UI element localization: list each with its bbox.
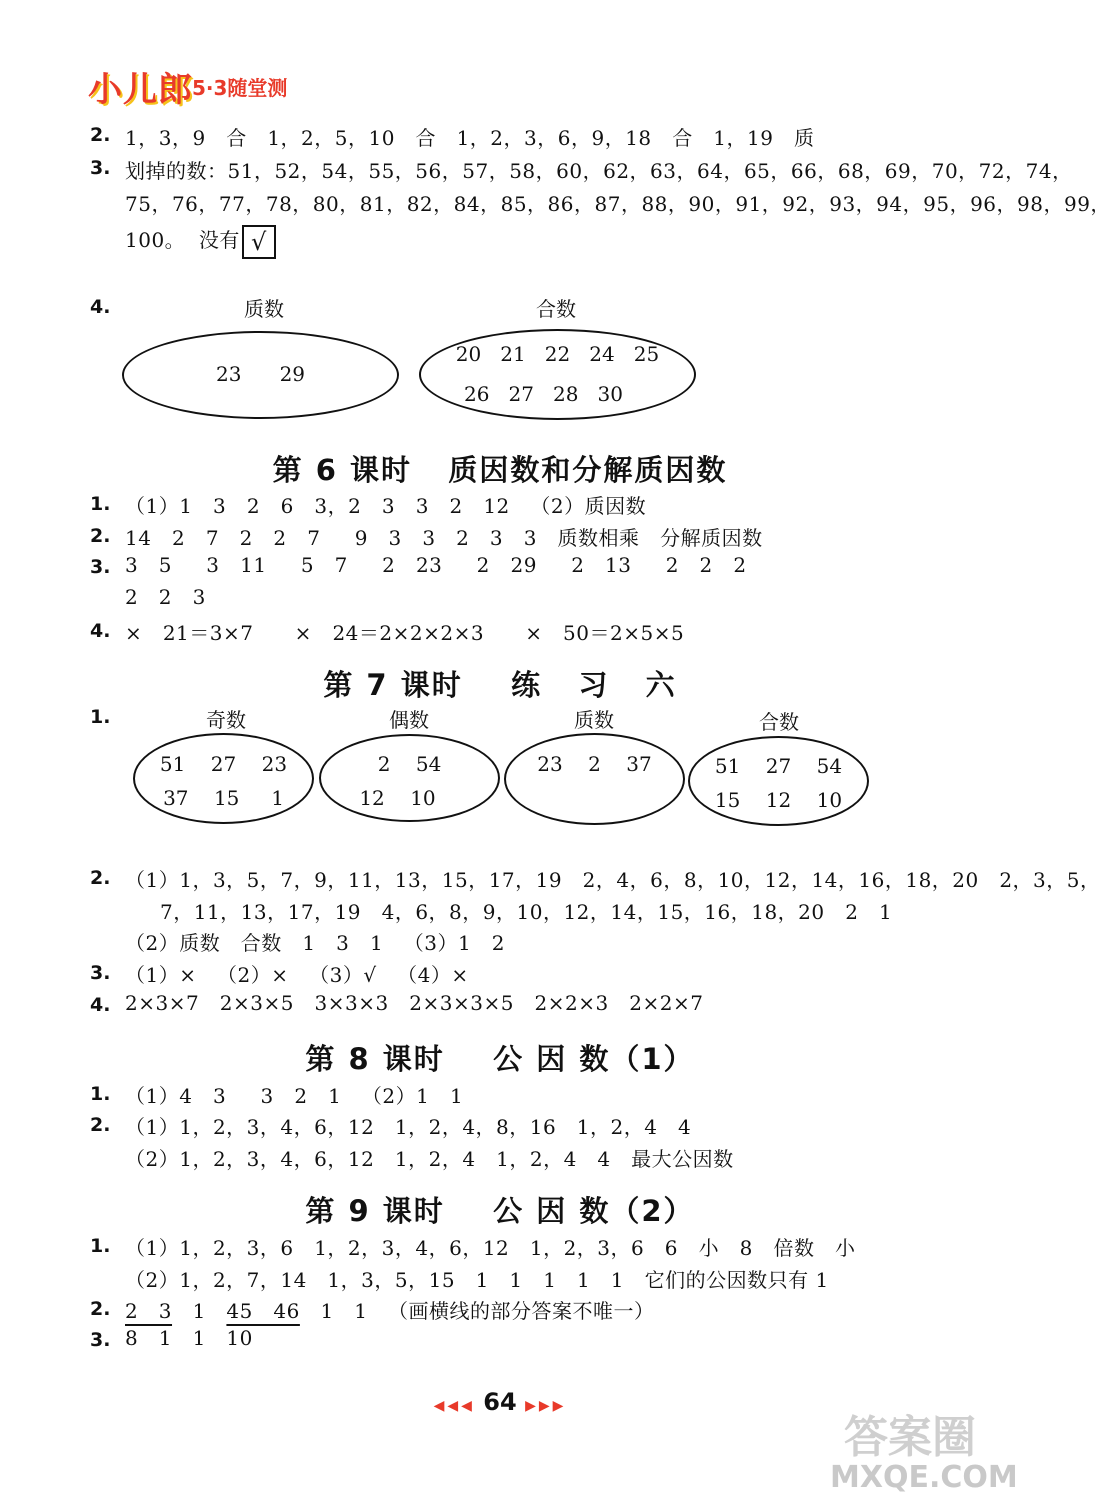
set-values: 23 2 37 [537, 752, 652, 776]
set-ellipse-odd [133, 733, 314, 824]
section-title: 第 8 课时 公 因 数（1） [305, 1042, 695, 1076]
question-number: 2. [90, 525, 111, 547]
answer-line: 75，76，77，78，80，81，82，84，85，86，87，88，90，91，92，93，94，95，96，98，99， [125, 192, 1111, 216]
page-number: 64 [483, 1388, 517, 1416]
brand-logo: 小儿郎 [88, 70, 193, 110]
answer-line: 7，11，13，17，19 4，6，8，9，10，12，14，15，16，18，20 2 1 [160, 900, 893, 924]
section-title: 第 9 课时 公 因 数（2） [305, 1194, 695, 1228]
answer-line: （2）质数 合数 1 3 1 （3）1 2 [125, 931, 506, 955]
set-values: 2 54 [377, 752, 442, 776]
set-values: 12 10 [359, 786, 436, 810]
answer-line: 3 5 3 11 5 7 2 23 2 29 2 13 2 2 2 [125, 553, 747, 577]
series-title: 5·3随堂测 [192, 76, 288, 100]
answer-line: 2 2 3 [125, 585, 206, 609]
answer-line: （1）× （2）× （3）√ （4）× [125, 963, 469, 987]
right-arrows-icon: ▶▶▶ [525, 1398, 567, 1414]
checkmark-box: √ [242, 225, 276, 259]
set-values: 20 21 22 24 25 [455, 342, 660, 366]
set-values: 23 29 [215, 362, 306, 386]
section-title: 第 6 课时 质因数和分解质因数 [272, 453, 728, 487]
answer-line [125, 1295, 655, 1324]
answer-line: （2）1，2，3，4，6，12 1，2，4 1，2，4 4 最大公因数 [125, 1147, 734, 1171]
question-number: 4. [90, 994, 111, 1016]
answer-line: 8 1 1 10 [125, 1326, 253, 1350]
underlined-answer: 2 3 [125, 1299, 173, 1323]
set-values: 15 12 10 [714, 788, 843, 812]
set-values: 51 27 23 [159, 752, 288, 776]
question-number: 3. [90, 157, 111, 179]
answer-text: 1 [172, 1299, 227, 1323]
answer-line: （1）1，3，5，7，9，11，13，15，17，19 2，4，6，8，10，12，14，16，18，20 2，3，5， [125, 868, 1101, 892]
answer-line: 2×3×7 2×3×5 3×3×3 2×3×3×5 2×2×3 2×2×7 [125, 991, 704, 1015]
set-label-odd: 奇数 [206, 708, 246, 732]
set-label-even: 偶数 [389, 708, 429, 732]
question-number: 1. [90, 1083, 111, 1105]
set-values: 37 15 1 [163, 786, 284, 810]
set-values: 51 27 54 [714, 754, 843, 778]
question-number: 4. [90, 296, 111, 318]
left-arrows-icon: ◀◀◀ [433, 1398, 475, 1414]
question-number: 3. [90, 1329, 111, 1351]
underlined-answer: 45 46 [226, 1299, 300, 1323]
section-title: 第 7 课时 练 习 六 [323, 668, 677, 702]
question-number: 2. [90, 1114, 111, 1136]
question-number: 1. [90, 706, 111, 728]
question-number: 2. [90, 124, 111, 146]
answer-line: × 21＝3×7 × 24＝2×2×2×3 × 50＝2×5×5 [125, 621, 685, 645]
set-ellipse-prime [504, 733, 685, 825]
set-ellipse-composite [688, 736, 869, 826]
answer-line: （1）1，2，3，6 1，2，3，4，6，12 1，2，3，6 6 小 8 倍数 小 [125, 1236, 856, 1260]
answer-line: （1）4 3 3 2 1 （2）1 1 [125, 1084, 464, 1108]
answer-text: 100。 没有 [125, 228, 240, 252]
watermark [830, 1412, 1018, 1495]
question-number: 2. [90, 1298, 111, 1320]
set-label-prime: 质数 [244, 297, 284, 321]
answer-line: （1）1，2，3，4，6，12 1，2，4，8，16 1，2，4 4 [125, 1115, 692, 1139]
answer-text: 1 1 （画横线的部分答案不唯一） [299, 1299, 655, 1323]
question-number: 3. [90, 556, 111, 578]
answer-line: （1）1 3 2 6 3，2 3 3 2 12 （2）质因数 [125, 494, 647, 518]
set-label-prime: 质数 [574, 708, 614, 732]
question-number: 2. [90, 867, 111, 889]
answer-line: （2）1，2，7，14 1，3，5，15 1 1 1 1 1 它们的公因数只有 1 [125, 1268, 829, 1292]
set-values: 26 27 28 30 [463, 382, 623, 406]
question-number: 1. [90, 1235, 111, 1257]
answer-line: 1，3，9 合 1，2，5，10 合 1，2，3，6，9，18 合 1，19 质 [125, 126, 815, 150]
watermark-url: MXQE.COM [830, 1460, 1018, 1495]
answer-line: 14 2 7 2 2 7 9 3 3 2 3 3 质数相乘 分解质因数 [125, 526, 763, 550]
question-number: 4. [90, 620, 111, 642]
question-number: 3. [90, 962, 111, 984]
watermark-logo: 答案圈 [844, 1412, 976, 1463]
question-number: 1. [90, 493, 111, 515]
set-label-composite: 合数 [759, 710, 799, 734]
set-label-composite: 合数 [536, 297, 576, 321]
answer-line: 划掉的数：51，52，54，55，56，57，58，60，62，63，64，65，66，68，69，70，72，74， [125, 159, 1073, 183]
answer-line [125, 224, 276, 259]
